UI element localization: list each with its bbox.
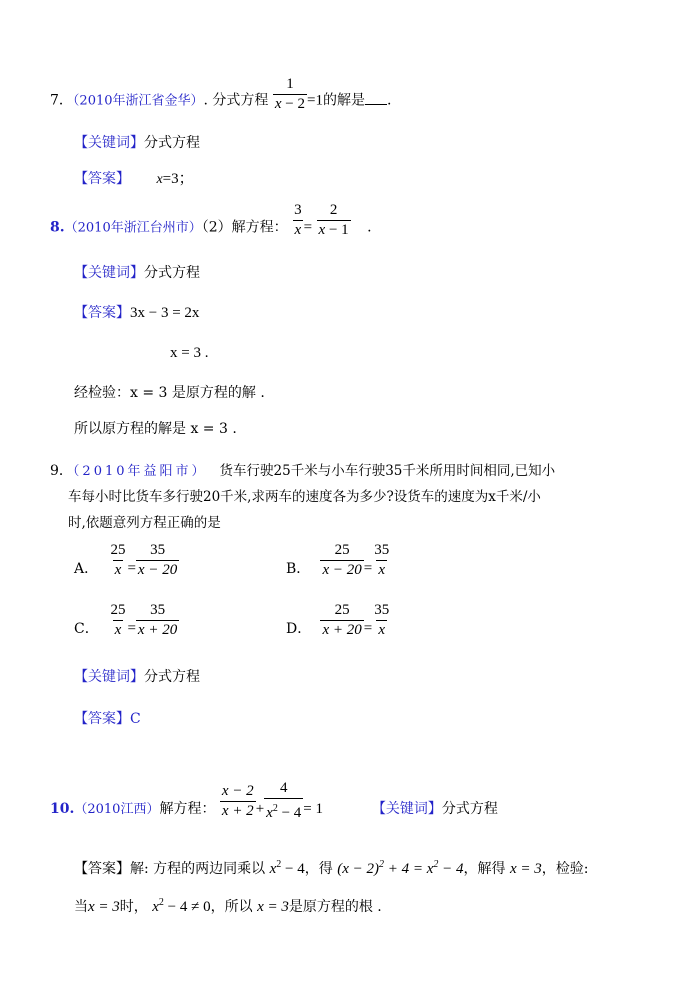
q8-check: 经检验：x = 3 是原方程的解 . [74, 385, 265, 401]
q8-keyword: 分式方程 [144, 265, 200, 281]
q8-rhs-fraction: $\frac{2}{x - 1}$ [318, 202, 349, 238]
q10-answer-line1: 【答案】解: 方程的两边同乘以 $x^2 - 4$，得 $(x - 2)^2 + 4 = x^2 - 4$，解得 x = 3，检验: [74, 859, 589, 877]
q8-answer-label: 【答案】 [74, 305, 130, 321]
q9-text-line3: 时,依题意列方程正确的是 [68, 515, 221, 531]
q10-line: 10.（2010江西）解方程： $\frac{x - 2}{x + 2}$ + $\frac{4}{x^2 - 4}$ = 1 【关键词】分式方程 [50, 780, 498, 821]
q8-keyword-label: 【关键词】 [74, 265, 144, 281]
q9-option-b-label: B． [286, 560, 311, 577]
q10-fraction-2: $\frac{4}{x^2 - 4}$ [266, 780, 302, 821]
q10-answer-label: 【答案】 [74, 861, 130, 877]
q7-frac-den: x − 2 [274, 96, 306, 112]
q9-keyword-label: 【关键词】 [74, 669, 144, 685]
q9-keyword-line [74, 668, 200, 686]
q9-number: 9． [50, 463, 73, 479]
q9-option-d: D． $\frac{25}{x + 20}$ = $\frac{35}{x}$ [286, 602, 390, 638]
q9-answer-line [74, 710, 141, 728]
q10-answer-line2: 当x = 3时， $x^2 - 4 \ne 0$，所以 x = 3是原方程的根 . [74, 897, 382, 915]
q7-answer-blank [365, 90, 387, 105]
q8-conclusion: 所以原方程的解是 x = 3 . [74, 421, 237, 437]
q9-option-d-label: D． [286, 620, 312, 637]
q10-rhs: = 1 [303, 801, 324, 817]
q7-answer: =3； [162, 171, 194, 187]
q9-line1 [50, 462, 555, 481]
q7-source: （2010年浙江省金华） [72, 93, 204, 109]
q7-fraction [273, 76, 307, 113]
q7-rhs: =1 [307, 92, 323, 109]
q9-text-line1: 货车行驶25千米与小车行驶35千米所用时间相同,已知小 [219, 463, 556, 479]
q10-keyword: 分式方程 [441, 801, 498, 817]
q7-answer-label: 【答案】 [74, 171, 130, 187]
q7-keyword: 分式方程 [144, 135, 200, 151]
q7-answer-line: 【答案】 x=3； [74, 171, 194, 187]
q7-frac-num: 1 [286, 76, 294, 92]
q7-keyword-label: 【关键词】 [74, 135, 144, 151]
q9-answer-label: 【答案】 [74, 711, 130, 727]
q10-source: （2010江西） [74, 802, 160, 817]
q8-step2: x = 3 . [170, 345, 209, 361]
q10-text: 解方程： [159, 801, 216, 817]
q8-number: 8. [50, 219, 65, 236]
q9-option-c-label: C． [74, 620, 99, 637]
q7-text-b: 的解是 [322, 92, 365, 109]
q10-fraction-1: $\frac{x - 2}{x + 2}$ [221, 782, 254, 819]
q9-text-line2: 车每小时比货车多行驶20千米,求两车的速度各为多少?设货车的速度为x千米/小 [68, 489, 541, 505]
q9-source: （2010年益阳市） [72, 464, 208, 479]
q7-text: . 分式方程 [203, 92, 269, 109]
q9-keyword: 分式方程 [144, 669, 200, 685]
q10-keyword-label: 【关键词】 [371, 801, 442, 817]
q9-option-b: B． $\frac{25}{x - 20}$ = $\frac{35}{x}$ [286, 542, 390, 578]
q7-number: 7． [50, 92, 73, 109]
q8-line: 8.（2010年浙江台州市）（2）解方程： $\frac{3}{x}$ = $\frac{2}{x - 1}$ . [50, 202, 372, 238]
q8-text: （2）解方程： [201, 219, 288, 236]
q8-lhs-fraction: $\frac{3}{x}$ [294, 202, 302, 238]
q8-source: （2010年浙江台州市） [64, 220, 202, 236]
q9-option-a: A． $\frac{25}{x}$ = $\frac{35}{x - 20}$ [74, 542, 178, 578]
q7-keyword-line [74, 134, 200, 152]
q9-answer: C [130, 711, 141, 727]
q7-line: 7．（2010年浙江省金华）. 分式方程 $\frac{1}{x - 2}$ =1的解是 . [50, 76, 392, 112]
q8-step1: 3x − 3 = 2x [130, 305, 200, 321]
q8-keyword-line [74, 264, 200, 282]
q9-option-c: C． $\frac{25}{x}$ = $\frac{35}{x + 20}$ [74, 602, 178, 638]
q9-option-a-label: A． [74, 560, 99, 577]
q8-answer-line [74, 304, 199, 322]
q10-number: 10. [50, 801, 75, 817]
